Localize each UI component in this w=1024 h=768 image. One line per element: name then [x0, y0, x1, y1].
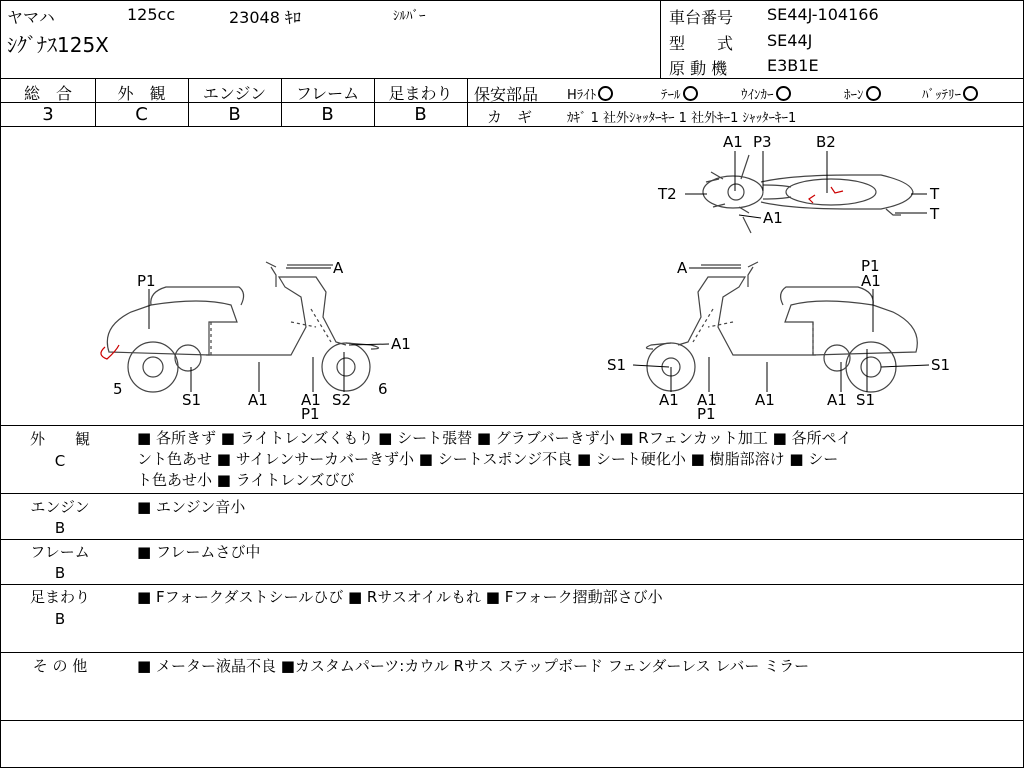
remark-engine-label: エンジン [30, 498, 90, 516]
remark-engine-text: ■ エンジン音小 [137, 498, 246, 516]
safety-item-winker [741, 84, 791, 103]
engine-type: E3B1E [767, 56, 819, 75]
remark-other-text: ■ メーター液晶不良 ■カスタムパーツ:カウル Rサス ステップボード フェンダーレス レバー ミラー [137, 657, 810, 675]
safety-item-label: ﾃｰﾙ [661, 88, 681, 103]
remark-frame-text: ■ フレームさび中 [137, 543, 261, 561]
remark-engine-grade: B [54, 519, 66, 537]
safety-item-tail [661, 84, 698, 103]
diagram-label: A1 [659, 391, 679, 409]
key-label: カ ギ [487, 108, 533, 126]
suspension-label: 足まわり [388, 84, 453, 103]
model-type-label: 型 式 [669, 34, 734, 53]
frame-no: SE44J-104166 [767, 5, 879, 24]
diagram-label: S1 [182, 391, 202, 409]
remark-frame-grade: B [54, 564, 66, 582]
diagram-label: T [930, 185, 940, 203]
diagram-label: A1 [723, 133, 743, 151]
remark-exterior-text-1: ■ 各所きず ■ ライトレンズくもり ■ シート張替 ■ グラブバーきず小 ■ Rフェンカット加工 ■ 各所ペイ [137, 429, 852, 447]
diagram-labels [113, 133, 950, 423]
model-type: SE44J [767, 31, 813, 50]
diagram-label: 5 [113, 380, 123, 398]
remark-suspension-label: 足まわり [29, 588, 90, 606]
mileage: 23048 ｷﾛ [229, 8, 301, 27]
displacement: 125cc [127, 5, 176, 24]
key-value: ｶｷﾞ 1 社外ｼｬｯﾀｰｷｰ 1 社外ｷｰ1 ｼｬｯﾀｰｷｰ1 [567, 111, 797, 126]
diagram-label: 6 [378, 380, 388, 398]
ok-circle-icon [776, 86, 791, 101]
remark-exterior-text-2: ント色あせ ■ サイレンサーカバーきず小 ■ シートスポンジ不良 ■ シート硬化小 ■ 樹脂部溶け ■ シー [137, 450, 839, 468]
ok-circle-icon [683, 86, 698, 101]
diagram-label: A1 [391, 335, 411, 353]
diagram-label: A1 [763, 209, 783, 227]
engine-label: エンジン [202, 84, 267, 103]
remark-frame-label: フレーム [30, 543, 90, 561]
diagram-label: B2 [816, 133, 836, 151]
overall-label: 総 合 [23, 84, 72, 103]
divider [1, 539, 1023, 540]
scooter-diagram [1, 127, 1023, 425]
color: ｼﾙﾊﾞｰ [393, 9, 426, 24]
engine-grade: B [228, 104, 241, 125]
diagram-label: A [677, 259, 688, 277]
divider [1, 652, 1023, 653]
diagram-label: A1 [861, 272, 881, 290]
frame-no-label: 車台番号 [669, 8, 734, 27]
divider [1, 584, 1023, 585]
divider [1, 720, 1023, 721]
diagram-label: P3 [753, 133, 772, 151]
diagram-label: P1 [301, 405, 320, 423]
frame-label: フレーム [295, 84, 360, 103]
remark-exterior-text-3: ト色あせ小 ■ ライトレンズびび [137, 471, 355, 489]
safety-parts-label: 保安部品 [474, 85, 539, 104]
diagram-label: A1 [301, 391, 321, 409]
safety-item-label: ｳｲﾝｶｰ [741, 88, 774, 103]
ok-circle-icon [866, 86, 881, 101]
diagram-label: P1 [861, 257, 880, 275]
exterior-grade: C [135, 104, 148, 125]
exterior-label: 外 観 [117, 84, 166, 103]
diagram-label: A1 [697, 391, 717, 409]
safety-item-battery [922, 84, 978, 103]
overall-grade: 3 [42, 104, 54, 125]
divider [1, 425, 1023, 426]
diagram-label: S2 [332, 391, 352, 409]
divider [1, 493, 1023, 494]
diagram-label: S1 [856, 391, 876, 409]
remark-other-label: そ の 他 [32, 657, 88, 675]
remark-suspension-text: ■ Fフォークダストシールひび ■ Rサスオイルもれ ■ Fフォーク摺動部さび小 [137, 588, 663, 606]
header-divider [660, 1, 661, 78]
remark-exterior-grade: C [54, 452, 66, 470]
diagram-label: T [930, 205, 940, 223]
engine-type-label: 原 動 機 [669, 59, 728, 78]
diagram-label: A1 [248, 391, 268, 409]
diagram-label: P1 [137, 272, 156, 290]
maker: ヤマハ [7, 8, 55, 27]
suspension-grade: B [414, 104, 427, 125]
remark-exterior-label: 外 観 [29, 430, 90, 448]
ok-circle-icon [598, 86, 613, 101]
diagram-label: P1 [697, 405, 716, 423]
diagram-label: S1 [607, 356, 627, 374]
diagram-leaders [149, 151, 929, 392]
safety-item-label: Hﾗｲﾄ [567, 88, 597, 103]
safety-item-label: ﾊﾞｯﾃﾘｰ [922, 88, 961, 103]
safety-item-headlight [567, 84, 613, 103]
ok-circle-icon [963, 86, 978, 101]
diagram-label: A1 [755, 391, 775, 409]
diagram-label: A1 [827, 391, 847, 409]
divider [1, 78, 1023, 79]
remark-suspension-grade: B [54, 610, 66, 628]
diagram-label: T2 [658, 185, 677, 203]
diagram-label: S1 [931, 356, 951, 374]
safety-item-label: ﾎｰﾝ [844, 88, 864, 103]
frame-grade: B [321, 104, 334, 125]
safety-item-horn [844, 84, 881, 103]
model-name: ｼｸﾞﾅｽ125X [7, 33, 109, 57]
diagram-label: A [333, 259, 344, 277]
